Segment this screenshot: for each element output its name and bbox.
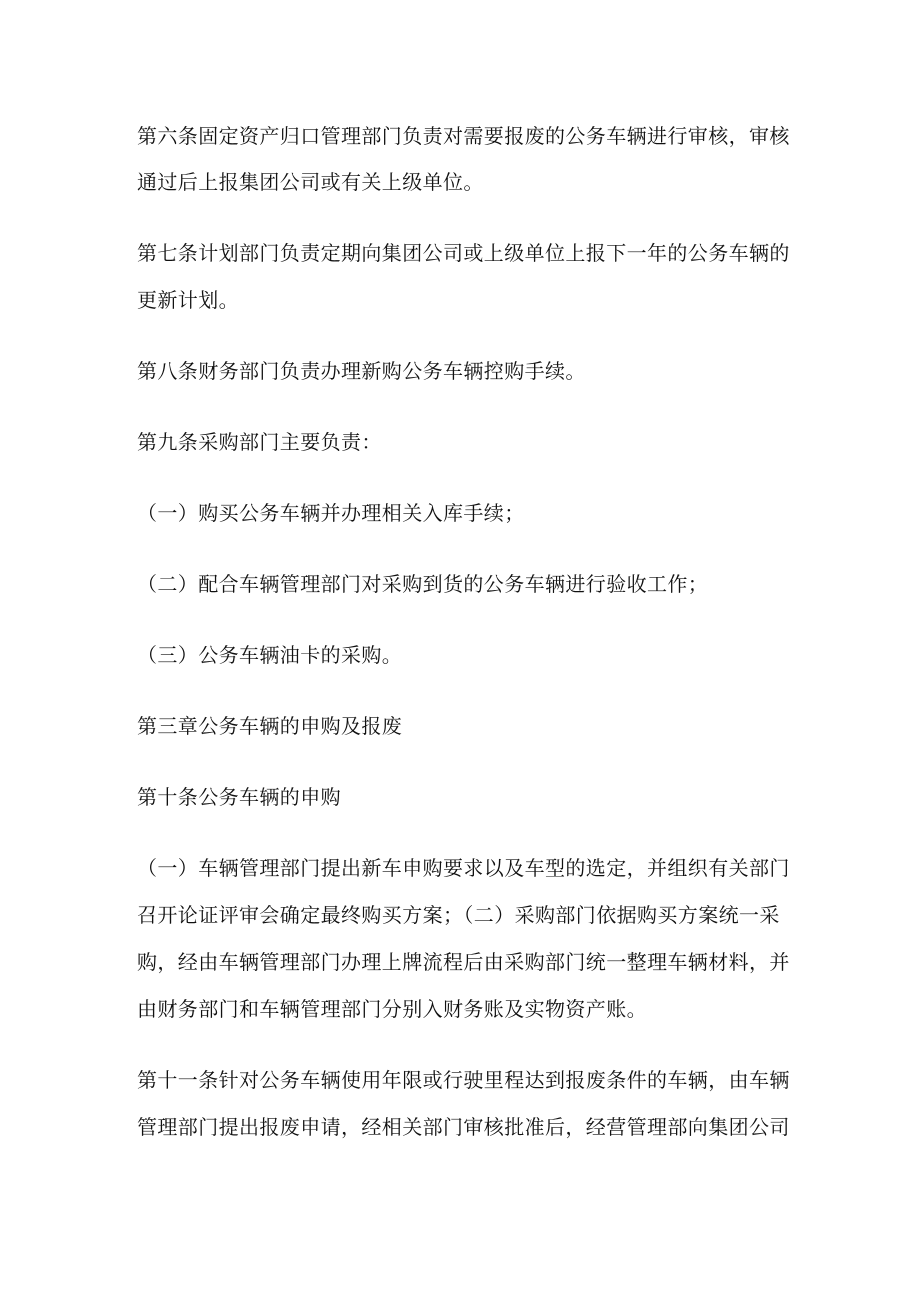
article-11-line-1: 第十一条针对公务车辆使用年限或行驶里程达到报废条件的车辆，由车辆 <box>137 1068 790 1092</box>
article-8: 第八条财务部门负责办理新购公务车辆控购手续。 <box>137 359 586 383</box>
article-7-line-1: 第七条计划部门负责定期向集团公司或上级单位上报下一年的公务车辆的 <box>137 241 790 265</box>
article-10-line-3: 购，经由车辆管理部门办理上牌流程后由采购部门统一整理车辆材料，并 <box>137 950 790 974</box>
article-9-item-2: （二）配合车辆管理部门对采购到货的公务车辆进行验收工作； <box>137 572 709 596</box>
article-9: 第九条采购部门主要负责： <box>137 430 382 454</box>
article-10-line-4: 由财务部门和车辆管理部门分别入财务账及实物资产账。 <box>137 997 647 1021</box>
article-7-line-2: 更新计划。 <box>137 288 239 312</box>
article-11-line-2: 管理部门提出报废申请，经相关部门审核批准后，经营管理部向集团公司 <box>137 1115 790 1139</box>
article-9-item-3: （三）公务车辆油卡的采购。 <box>137 643 403 667</box>
article-10-line-2: 召开论证评审会确定最终购买方案；（二）采购部门依据购买方案统一采 <box>137 903 780 927</box>
article-6-line-1: 第六条固定资产归口管理部门负责对需要报废的公务车辆进行审核，审核 <box>137 124 790 148</box>
article-10-heading: 第十条公务车辆的申购 <box>137 785 341 809</box>
article-6-line-2: 通过后上报集团公司或有关上级单位。 <box>137 170 484 194</box>
chapter-3-heading: 第三章公务车辆的申购及报废 <box>137 714 403 738</box>
article-9-item-1: （一）购买公务车辆并办理相关入库手续； <box>137 501 525 525</box>
article-10-line-1: （一）车辆管理部门提出新车申购要求以及车型的选定，并组织有关部门 <box>137 856 790 880</box>
